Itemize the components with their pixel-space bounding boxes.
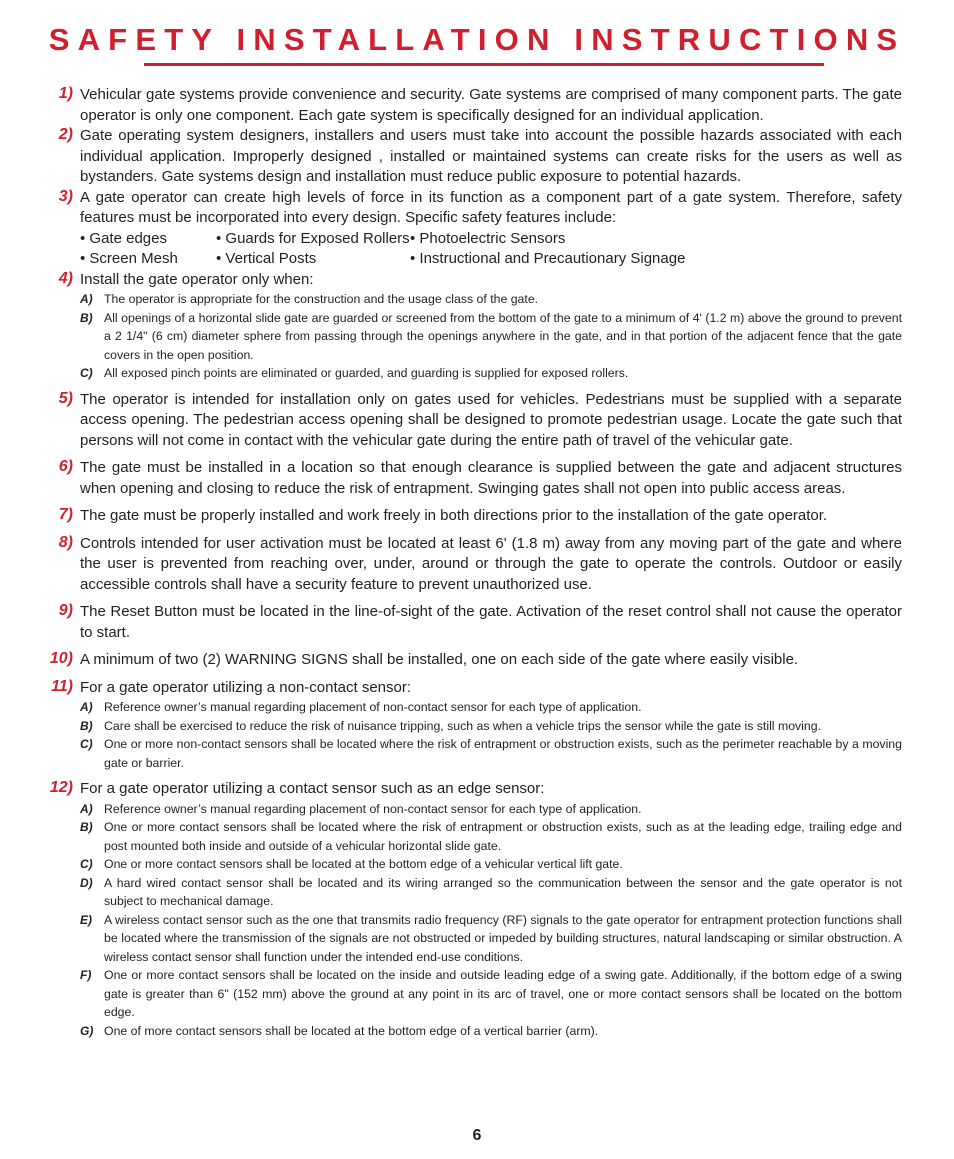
sub-item bbox=[0, 966, 902, 1022]
sub-item-text: Care shall be exercised to reduce the risk of nuisance tripping, such as when a vehicle trips the sensor while the gate is still moving. bbox=[104, 718, 822, 733]
safety-feature-bullet: • Photoelectric Sensors bbox=[410, 229, 566, 247]
sub-item bbox=[0, 290, 902, 309]
safety-features-list bbox=[80, 229, 690, 270]
sub-item bbox=[0, 855, 902, 874]
sub-item-label: B) bbox=[80, 718, 93, 733]
item-text: A minimum of two (2) WARNING SIGNS shall be installed, one on each side of the gate where easily visible. bbox=[80, 651, 799, 668]
sub-item-text: Reference owner’s manual regarding placement of non-contact sensor for each type of application. bbox=[104, 700, 642, 714]
sub-item-text: One or more contact sensors shall be located at the bottom edge of a vehicular vertical lift gate. bbox=[104, 857, 623, 871]
instruction-item bbox=[0, 506, 902, 527]
safety-feature-bullet: • Vertical Posts bbox=[216, 250, 317, 267]
item-text: For a gate operator utilizing a contact sensor such as an edge sensor: bbox=[80, 780, 545, 797]
sub-item-label: D) bbox=[80, 875, 93, 890]
item-text: Gate operating system designers, installers and users must take into account the possible hazards associated with each individual application. Improperly designed , installed or maintained systems can create risks for the users as well as bystanders. Gate systems design and installation must reduce public exposure to potential hazards. bbox=[80, 127, 902, 185]
sub-item-label: E) bbox=[80, 912, 92, 927]
sub-item bbox=[0, 874, 902, 911]
instruction-item bbox=[0, 270, 902, 291]
sub-item bbox=[0, 818, 902, 855]
sub-item-label: A) bbox=[80, 700, 93, 714]
instruction-item bbox=[0, 534, 902, 596]
item-text: The gate must be properly installed and work freely in both directions prior to the installation of the gate operator. bbox=[80, 507, 828, 524]
item-number: 7) bbox=[58, 506, 73, 523]
instruction-item bbox=[0, 678, 902, 699]
instruction-item bbox=[0, 390, 902, 452]
instructions-list bbox=[0, 85, 954, 1040]
instruction-item bbox=[0, 602, 902, 643]
instruction-item bbox=[0, 188, 902, 270]
item-number: 9) bbox=[58, 602, 73, 619]
sub-item bbox=[0, 735, 902, 772]
sub-item bbox=[0, 309, 902, 365]
title-underline bbox=[144, 63, 824, 66]
item-text: Install the gate operator only when: bbox=[80, 270, 314, 288]
sub-item-label: B) bbox=[80, 310, 93, 325]
sub-item-text: One or more contact sensors shall be located where the risk of entrapment or obstruction exists, such as at the leading edge, trailing edge and post mounted both inside and outside of a vehicular horizontal slide gate. bbox=[104, 820, 902, 853]
sub-item-label: F) bbox=[80, 968, 92, 982]
item-number: 10) bbox=[49, 650, 73, 667]
item-text: Controls intended for user activation must be located at least 6' (1.8 m) away from any moving part of the gate and where the user is prevented from reaching over, under, around or through the gate to operate the controls. Outdoor or easily accessible controls shall have a security feature to prevent unauthorized use. bbox=[80, 534, 902, 593]
sub-item-text: All openings of a horizontal slide gate are guarded or screened from the bottom of the gate to a minimum of 4' (1.2 m) above the ground to prevent a 2 1/4" (6 cm) diameter sphere from passing through the openings anywhere in the gate, and in that portion of the adjacent fence that the gate covers in the open position. bbox=[104, 310, 902, 362]
sub-item-label: C) bbox=[80, 366, 93, 380]
safety-feature-bullet: • Screen Mesh bbox=[80, 250, 178, 267]
sub-item bbox=[0, 800, 902, 819]
safety-feature-bullet: • Instructional and Precautionary Signage bbox=[410, 250, 686, 267]
sub-item-text: A wireless contact sensor such as the one that transmits radio frequency (RF) signals to the gate operator for entrapment protection functions shall be located where the transmission of the signals are not obstructed or impeded by building structures, natural landscaping or similar obstruction. A wireless contact sensor shall function under the intended end-use conditions. bbox=[104, 912, 902, 964]
instruction-item bbox=[0, 458, 902, 499]
item-text: A gate operator can create high levels of force in its function as a component part of a gate system. Therefore, safety features must be incorporated into every design. Specific safety features include: bbox=[80, 188, 902, 226]
item-number: 8) bbox=[58, 533, 73, 551]
safety-feature-bullet: • Guards for Exposed Rollers bbox=[216, 229, 410, 247]
safety-feature-bullet: • Gate edges bbox=[80, 229, 167, 247]
sub-item bbox=[0, 1022, 902, 1041]
page-number: 6 bbox=[472, 1127, 482, 1144]
sub-item bbox=[0, 698, 902, 717]
item-number: 4) bbox=[58, 269, 73, 287]
instruction-item bbox=[0, 85, 902, 126]
item-text: The operator is intended for installation only on gates used for vehicles. Pedestrians must be supplied with a separate access opening. The pedestrian access opening shall be designed to promote pedestrian usage. Locate the gate such that persons will not come in contact with the vehicular gate during the entire path of travel of the vehicular gate. bbox=[80, 390, 902, 449]
sub-item-text: Reference owner’s manual regarding placement of non-contact sensor for each type of application. bbox=[104, 801, 642, 816]
sub-item-text: One or more contact sensors shall be located on the inside and outside leading edge of a swing gate. Additionally, if the bottom edge of a swing gate is greater than 6" (152 mm) above the ground at any point in its arc of travel, one or more contact sensors shall be located on the bottom edge. bbox=[104, 968, 902, 1019]
sub-item-label: C) bbox=[80, 737, 93, 751]
item-number: 5) bbox=[58, 389, 73, 407]
sub-item-text: A hard wired contact sensor shall be located and its wiring arranged so the communication between the sensor and the gate operator is not subject to mechanical damage. bbox=[104, 875, 902, 908]
sub-item-label: A) bbox=[80, 801, 93, 816]
item-number: 12) bbox=[49, 779, 73, 796]
item-number: 2) bbox=[58, 126, 73, 143]
sub-item-text: One of more contact sensors shall be located at the bottom edge of a vertical barrier (arm). bbox=[104, 1023, 599, 1038]
instruction-item bbox=[0, 650, 902, 671]
item-number: 3) bbox=[58, 187, 73, 205]
instruction-item bbox=[0, 126, 902, 188]
sub-item-text: The operator is appropriate for the construction and the usage class of the gate. bbox=[104, 292, 539, 306]
item-text: The gate must be installed in a location so that enough clearance is supplied between the gate and adjacent structures when opening and closing to reduce the risk of entrapment. Swinging gates shall not open into public access areas. bbox=[80, 459, 902, 497]
sub-item-label: C) bbox=[80, 857, 93, 871]
instruction-item bbox=[0, 779, 902, 800]
item-text: Vehicular gate systems provide convenience and security. Gate systems are comprised of many component parts. The gate operator is only one component. Each gate system is specifically designed for an individual application. bbox=[80, 86, 902, 124]
page-title: SAFETY INSTALLATION INSTRUCTIONS bbox=[48, 22, 906, 57]
item-number: 6) bbox=[58, 458, 73, 475]
sub-item bbox=[0, 911, 902, 967]
sub-item-label: B) bbox=[80, 820, 93, 834]
sub-item-label: G) bbox=[80, 1023, 94, 1038]
item-text: For a gate operator utilizing a non-contact sensor: bbox=[80, 678, 412, 696]
sub-item bbox=[0, 364, 902, 383]
sub-item-text: All exposed pinch points are eliminated or guarded, and guarding is supplied for exposed rollers. bbox=[104, 366, 629, 380]
sub-item-label: A) bbox=[80, 292, 93, 306]
item-number: 1) bbox=[58, 85, 73, 102]
item-text: The Reset Button must be located in the line-of-sight of the gate. Activation of the reset control shall not cause the operator to start. bbox=[80, 603, 902, 641]
sub-item-text: One or more non-contact sensors shall be located where the risk of entrapment or obstruction exists, such as the perimeter reachable by a moving gate or barrier. bbox=[104, 737, 902, 770]
sub-item bbox=[0, 717, 902, 736]
item-number: 11) bbox=[51, 677, 73, 695]
